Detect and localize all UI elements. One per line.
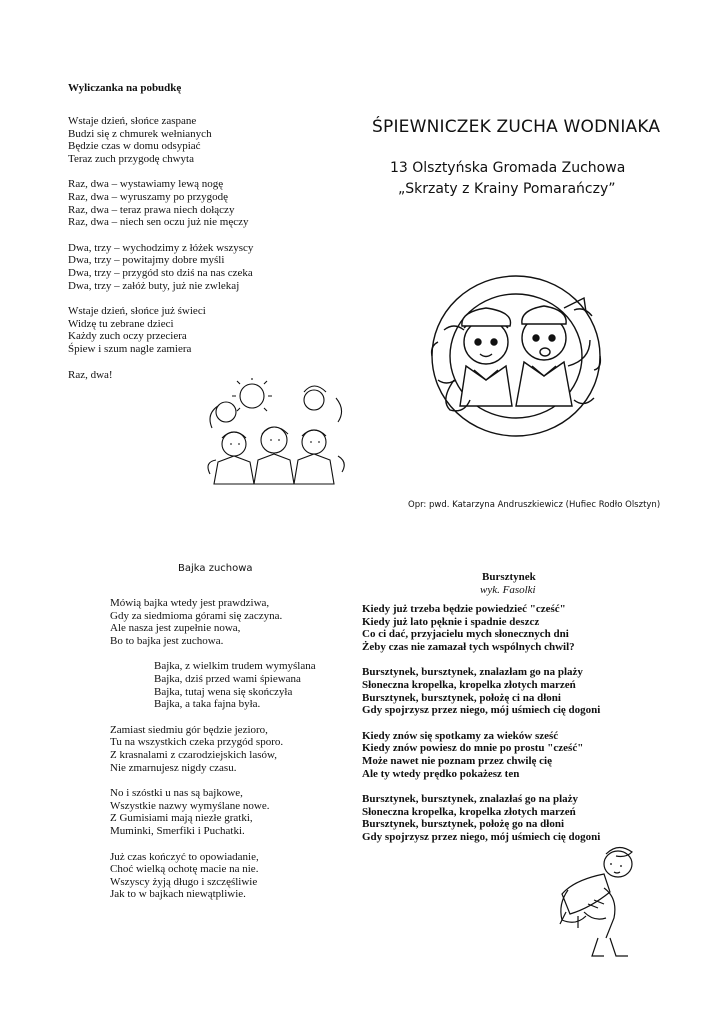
poem-line: Teraz zuch przygodę chwyta	[68, 152, 194, 165]
lyric-line: Kiedy już lato pęknie i spadnie deszcz	[362, 615, 540, 628]
poem-line: Z Gumisiami mają niezłe gratki,	[110, 812, 253, 825]
lyric-line: Słoneczna kropelka, kropelka złotych marzeń	[362, 678, 576, 691]
troop-motto: „Skrzaty z Krainy Pomarańczy”	[398, 181, 616, 197]
poem-line: Wstaje dzień, słońce zaspane	[68, 115, 197, 127]
lyric-line: Bursztynek, bursztynek, położę go na dłoni	[362, 818, 564, 831]
lyric-line: Żeby czas nie zamazał tych wspólnych chwil?	[362, 640, 575, 653]
poem-line: Raz, dwa – teraz prawa niech dołączy	[68, 203, 235, 216]
poem-line: Bajka, a taka fajna była.	[154, 698, 261, 711]
poem-line: Z krasnalami z czarodziejskich lasów,	[110, 748, 277, 761]
lyric-line: Bursztynek, bursztynek, znalazłam go na plaży	[362, 666, 583, 679]
bajka-poem	[110, 597, 316, 914]
poem-line: Już czas kończyć to opowiadanie,	[110, 850, 259, 863]
sailors-lifebuoy-illustration	[424, 270, 609, 445]
poem-line: No i szóstki u nas są bajkowe,	[110, 787, 243, 800]
wyliczanka-title: Wyliczanka na pobudkę	[68, 82, 182, 94]
poem-line: Nie zmarnujesz nigdy czasu.	[110, 761, 237, 774]
poem-line: Wszystkie nazwy wymyślane nowe.	[110, 799, 270, 812]
lyric-line: Może nawet nie poznam przez chwilę cię	[362, 754, 552, 767]
poem-line: Dwa, trzy – powitajmy dobre myśli	[68, 254, 225, 267]
stanza	[68, 305, 253, 355]
refrain-stanza	[110, 660, 316, 710]
poem-line: Tu na wszystkich czeka przygód sporo.	[110, 736, 284, 749]
songbook-title: ŚPIEWNICZEK ZUCHA WODNIAKA	[372, 117, 661, 137]
poem-line: Bajka, tutaj wena się skończyła	[154, 685, 293, 698]
poem-line: Jak to w bajkach niewątpliwie.	[110, 888, 246, 901]
poem-line: Dwa, trzy – załóż buty, już nie zwlekaj	[68, 279, 240, 292]
stanza	[362, 730, 600, 780]
bursztynek-title: Bursztynek	[482, 571, 536, 583]
stanza	[362, 603, 600, 653]
stanza	[110, 597, 316, 647]
lyric-line: Ale ty wtedy prędko pokażesz ten	[362, 767, 520, 780]
lyric-line: Co ci dać, przyjacielu mych słonecznych dni	[362, 628, 569, 641]
bajka-title: Bajka zuchowa	[178, 563, 253, 574]
poem-line: Raz, dwa – wystawiamy lewą nogę	[68, 178, 224, 191]
stanza	[362, 793, 600, 843]
poem-line: Dwa, trzy – wychodzimy z łóżek wszyscy	[68, 241, 254, 254]
poem-line: Raz, dwa!	[68, 368, 113, 381]
lyric-line: Kiedy już trzeba będzie powiedzieć "cześć"	[362, 603, 566, 615]
poem-line: Będzie czas w domu odsypiać	[68, 140, 201, 153]
wyliczanka-poem	[68, 115, 253, 394]
lyric-line: Gdy spojrzysz przez niego, mój uśmiech cię dogoni	[362, 704, 601, 717]
troop-name: 13 Olsztyńska Gromada Zuchowa	[390, 160, 626, 176]
lyric-line: Kiedy znów się spotkamy za wieków sześć	[362, 729, 559, 742]
stanza	[68, 115, 253, 165]
poem-line: Dwa, trzy – przygód sto dziś na nas czeka	[68, 266, 253, 279]
stanza	[362, 666, 600, 716]
lyric-line: Kiedy znów powiesz do mnie po prostu "cześć"	[362, 742, 584, 755]
lyric-line: Bursztynek, bursztynek, znalazłaś go na plaży	[362, 793, 579, 806]
author-credit: Opr: pwd. Katarzyna Andruszkiewicz (Hufiec Rodło Olsztyn)	[408, 500, 661, 510]
poem-line: Bo to bajka jest zuchowa.	[110, 634, 224, 647]
poem-line: Bajka, z wielkim trudem wymyślana	[154, 660, 316, 673]
stanza	[110, 787, 316, 837]
stanza	[110, 724, 316, 774]
poem-line: Raz, dwa – wyruszamy po przygodę	[68, 190, 229, 203]
bursztynek-performer: wyk. Fasolki	[480, 584, 536, 596]
cubs-group-illustration	[204, 378, 350, 486]
poem-line: Każdy zuch oczy przeciera	[68, 330, 187, 343]
poem-line: Bajka, dziś przed wami śpiewana	[154, 672, 301, 685]
poem-line: Mówią bajka wtedy jest prawdziwa,	[110, 597, 270, 609]
poem-line: Wszyscy żyją długo i szczęśliwie	[110, 875, 258, 888]
bowing-cub-illustration	[548, 842, 658, 962]
lyric-line: Gdy spojrzysz przez niego, mój uśmiech cię dogoni	[362, 830, 601, 843]
poem-line: Choć wielką ochotę macie na nie.	[110, 863, 259, 876]
poem-line: Muminki, Smerfiki i Puchatki.	[110, 824, 245, 837]
poem-line: Widzę tu zebrane dzieci	[68, 317, 174, 330]
bursztynek-lyrics	[362, 603, 600, 857]
poem-line: Raz, dwa – niech sen oczu już nie męczy	[68, 216, 249, 229]
poem-line: Śpiew i szum nagle zamiera	[68, 342, 192, 355]
stanza	[68, 242, 253, 292]
lyric-line: Słoneczna kropelka, kropelka złotych marzeń	[362, 805, 576, 818]
poem-line: Ale nasza jest zupełnie nowa,	[110, 622, 241, 635]
stanza	[110, 851, 316, 901]
poem-line: Wstaje dzień, słońce już świeci	[68, 305, 206, 318]
poem-line: Gdy za siedmioma górami się zaczyna.	[110, 609, 283, 622]
poem-line: Zamiast siedmiu gór będzie jezioro,	[110, 723, 268, 736]
stanza	[68, 178, 253, 228]
poem-line: Budzi się z chmurek wełnianych	[68, 127, 212, 140]
lyric-line: Bursztynek, bursztynek, położę ci na dłoni	[362, 691, 561, 704]
